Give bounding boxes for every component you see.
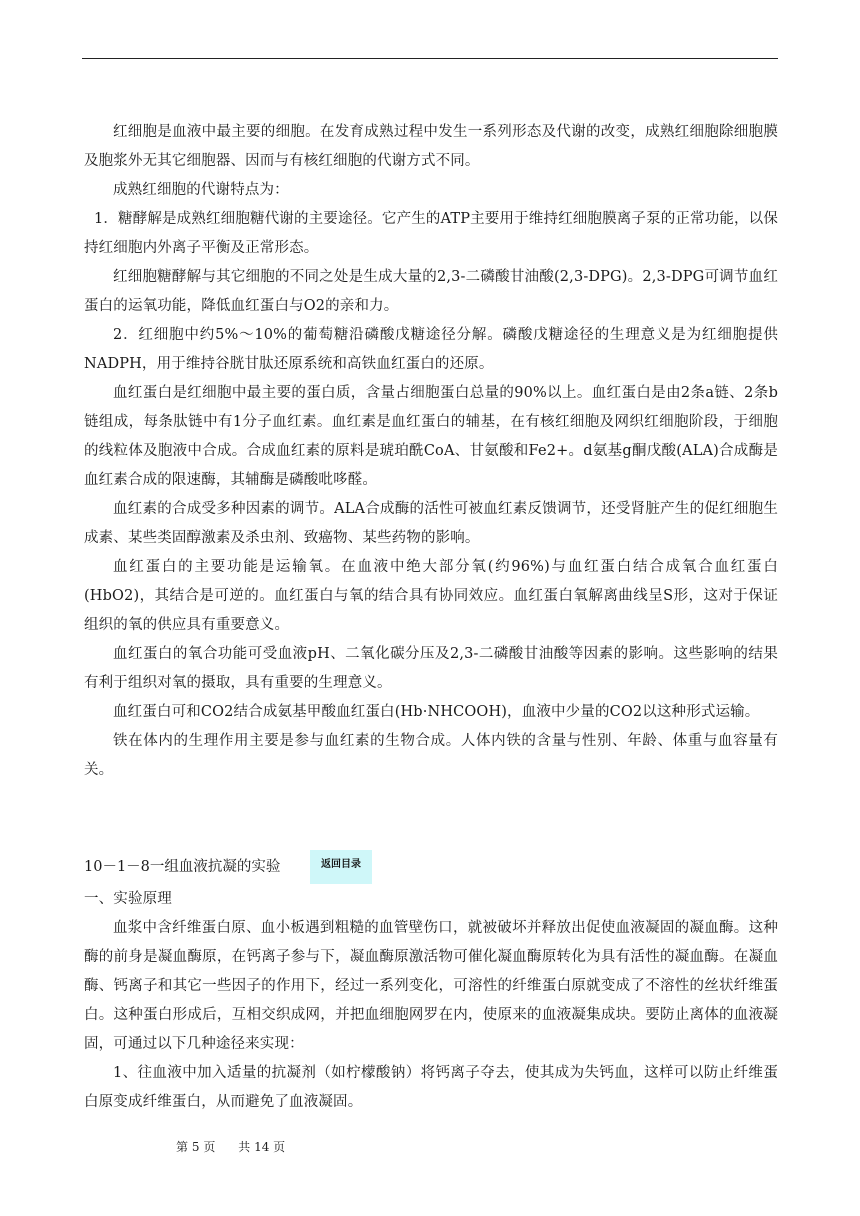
paragraph: 血红蛋白可和CO2结合成氨基甲酸血红蛋白(Hb·NHCOOH)，血液中少量的CO2以这种形式运输。 (113, 704, 760, 720)
total-pages: 14 (254, 1140, 270, 1154)
paragraph: 成熟红细胞的代谢特点为： (113, 182, 289, 198)
paragraph: 红细胞是血液中最主要的细胞。在发育成熟过程中发生一系列形态及代谢的改变，成熟红细胞除细胞膜及胞浆外无其它细胞器、因而与有核红细胞的代谢方式不同。 (84, 124, 778, 169)
paragraph: 铁在体内的生理作用主要是参与血红素的生物合成。人体内铁的含量与性别、年龄、体重与血容量有关。 (84, 733, 778, 778)
total-prefix: 共 (238, 1140, 251, 1154)
paragraph: 血红蛋白的主要功能是运输氧。在血液中绝大部分氧(约96%)与血红蛋白结合成氧合血红蛋白(HbO2)，其结合是可逆的。血红蛋白与氧的结合具有协同效应。血红蛋白氧解离曲线呈S形，这对于保证组织的氧的供应具有重要意义。 (84, 559, 778, 633)
header-rule (82, 58, 778, 59)
list-item-paragraph: 1．糖酵解是成熟红细胞糖代谢的主要途径。它产生的ATP主要用于维持红细胞膜离子泵的正常功能，以保持红细胞内外离子平衡及正常形态。 (84, 211, 778, 256)
paragraph: 血红素的合成受多种因素的调节。ALA合成酶的活性可被血红素反馈调节，还受肾脏产生的促红细胞生成素、某些类固醇激素及杀虫剂、致癌物、某些药物的影响。 (84, 501, 778, 546)
paragraph: 血红蛋白是红细胞中最主要的蛋白质，含量占细胞蛋白总量的90%以上。血红蛋白是由2条a链、2条b链组成，每条肽链中有1分子血红素。血红素是血红蛋白的辅基，在有核红细胞及网织红细胞阶段，于细胞的线粒体及胞液中合成。合成血红素的原料是琥珀酰CoA、甘氨酸和Fe2+。d氨基g酮戊酸(ALA)合成酶是血红素合成的限速酶，其辅酶是磷酸吡哆醛。 (84, 385, 778, 488)
list-item-paragraph: 2．红细胞中约5%～10%的葡萄糖沿磷酸戊糖途径分解。磷酸戊糖途径的生理意义是为红细胞提供NADPH，用于维持谷胱甘肽还原系统和高铁血红蛋白的还原。 (84, 327, 778, 372)
total-unit: 页 (273, 1140, 286, 1154)
subheading: 一、实验原理 (84, 891, 172, 907)
section-heading (84, 850, 778, 884)
paragraph: 红细胞糖酵解与其它细胞的不同之处是生成大量的2,3-二磷酸甘油酸(2,3-DPG)。2,3-DPG可调节血红蛋白的运氧功能，降低血红蛋白与O2的亲和力。 (84, 269, 778, 314)
paragraph: 1、往血液中加入适量的抗凝剂（如柠檬酸钠）将钙离子夺去，使其成为失钙血，这样可以防止纤维蛋白原变成纤维蛋白，从而避免了血液凝固。 (84, 1065, 778, 1110)
page-number: 5 (191, 1140, 200, 1154)
page-prefix: 第 (176, 1140, 189, 1154)
paragraph: 血浆中含纤维蛋白原、血小板遇到粗糙的血管壁伤口，就被破坏并释放出促使血液凝固的凝血酶。这种酶的前身是凝血酶原，在钙离子参与下，凝血酶原激活物可催化凝血酶原转化为具有活性的凝血酶。在凝血酶、钙离子和其它一些因子的作用下，经过一系列变化，可溶性的纤维蛋白原就变成了不溶性的丝状纤维蛋白。这种蛋白形成后，互相交织成网，并把血细胞网罗在内，使原来的血液凝集成块。要防止离体的血液凝固，可通过以下几种途径来实现： (84, 920, 778, 1052)
body-text-bottom (84, 885, 778, 1117)
body-text-top (84, 118, 778, 785)
page-footer (176, 1138, 285, 1155)
back-to-contents-button[interactable]: 返回目录 (310, 850, 372, 884)
section-title: 10－1－8一组血液抗凝的实验 (84, 859, 281, 875)
paragraph: 血红蛋白的氧合功能可受血液pH、二氧化碳分压及2,3-二磷酸甘油酸等因素的影响。这些影响的结果有利于组织对氧的摄取，具有重要的生理意义。 (84, 646, 778, 691)
page-unit: 页 (203, 1140, 216, 1154)
